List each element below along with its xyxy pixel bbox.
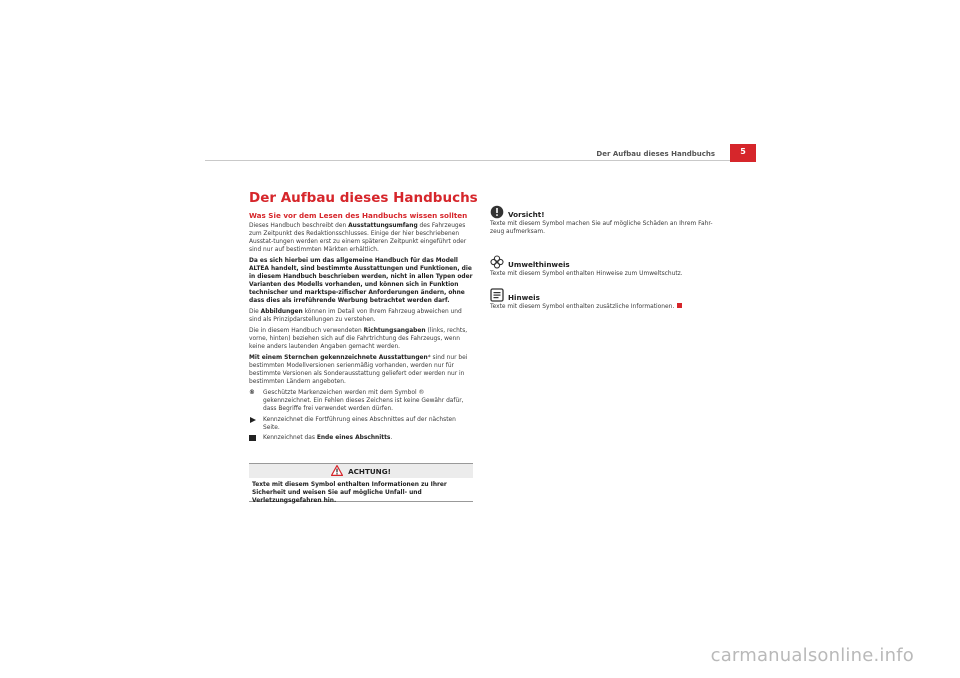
list-item-continuation: Kennzeichnet die Fortführung eines Abschnittes auf der nächsten Seite. [249,416,473,432]
paragraph-general-manual: Da es sich hierbei um das allgemeine Handbuch für das Modell ALTEA handelt, sind bestimmte Ausstattungen und Funktionen, die in diesem Handbuch beschrieben werden, nicht in allen Typen oder Varianten des Modells vorhanden, und können sich in Funktion technischer und marktspe-zifischer Anforderungen ändern, ohne dass dies als irreführende Werbung betrachtet werden darf. [249,257,473,305]
end-square-icon [249,435,256,442]
paragraph-equipment: Dieses Handbuch beschreibt den Ausstattungsumfang des Fahrzeuges zum Zeitpunkt des Redaktionsschlusses. Einige der hier beschriebenen Ausstat-tungen werden erst zu einem späteren Zeitpunkt eingeführt oder sind nur auf bestimmten Märkten erhältlich. [249,223,467,254]
term-asterisk-equipment: Mit einem Sternchen gekennzeichnete Ausstattungen [249,354,428,361]
term-abbildungen: Abbildungen [260,309,303,316]
flower-icon [490,255,504,269]
left-column [249,222,473,445]
note-page-icon [490,288,504,302]
warning-triangle-icon [331,465,343,476]
page-title: Der Aufbau dieses Handbuchs [249,190,478,206]
environment-note [490,255,720,278]
paragraph-directions: Die in diesem Handbuch verwendeten Richtungsangaben (links, rechts, vorne, hinten) beziehen sich auf die Fahrtrichtung des Fahrzeugs, wenn keine anders lautenden Angaben gemacht werden. [249,327,468,351]
page-number-badge: 5 [730,144,756,162]
note-title: Hinweis [508,292,540,302]
warning-box [249,463,473,505]
warning-text: Texte mit diesem Symbol enthalten Informationen zu Ihrer Sicherheit und weisen Sie auf mögliche Unfall- und Verletzungsgefahren hin. [252,482,447,505]
paragraph-asterisk: Mit einem Sternchen gekennzeichnete Ausstattungen* sind nur bei bestimmten Modellversionen serienmäßig vorhanden, werden nur für bestimmte Versionen als Sonderausstattung geliefert oder werden nur in bestimmten Ländern angeboten. [249,354,468,386]
caution-text: Texte mit diesem Symbol machen Sie auf mögliche Schäden an Ihrem Fahr-zeug aufmerksam. [490,220,713,235]
section-subtitle: Was Sie vor dem Lesen des Handbuchs wissen sollten [249,211,468,220]
info-note [490,288,720,311]
list-item-trademark: ® Geschützte Markenzeichen werden mit dem Symbol ® gekennzeichnet. Ein Fehlen dieses Zeichens ist keine Gewähr dafür, dass Begriffe frei verwendet werden dürfen. [249,389,464,412]
environment-title: Umwelthinweis [508,259,570,269]
running-header-title: Der Aufbau dieses Handbuchs [596,150,715,158]
caution-note [490,205,720,236]
paragraph-illustrations: Die Abbildungen können im Detail von Ihrem Fahrzeug abweichen und sind als Prinzipdarstellungen zu verstehen. [249,309,462,324]
end-of-section-icon [677,303,682,308]
warning-header [249,465,473,478]
watermark: carmanualsonline.info [710,645,914,666]
environment-text: Texte mit diesem Symbol enthalten Hinweise zum Umweltschutz. [490,270,683,277]
registered-mark-icon: ® [249,389,255,396]
list-item-end-of-section: Kennzeichnet das Ende eines Abschnitts. [249,434,473,442]
term-ausstattungsumfang: Ausstattungsumfang [348,223,418,229]
term-richtungsangaben: Richtungsangaben [363,327,426,334]
arrow-right-icon [250,417,256,423]
warning-title: ACHTUNG! [348,467,391,476]
note-text: Texte mit diesem Symbol enthalten zusätzliche Informationen. [490,303,720,311]
caution-title: Vorsicht! [508,209,545,219]
header-rule [205,160,730,161]
exclamation-circle-icon [490,205,504,219]
